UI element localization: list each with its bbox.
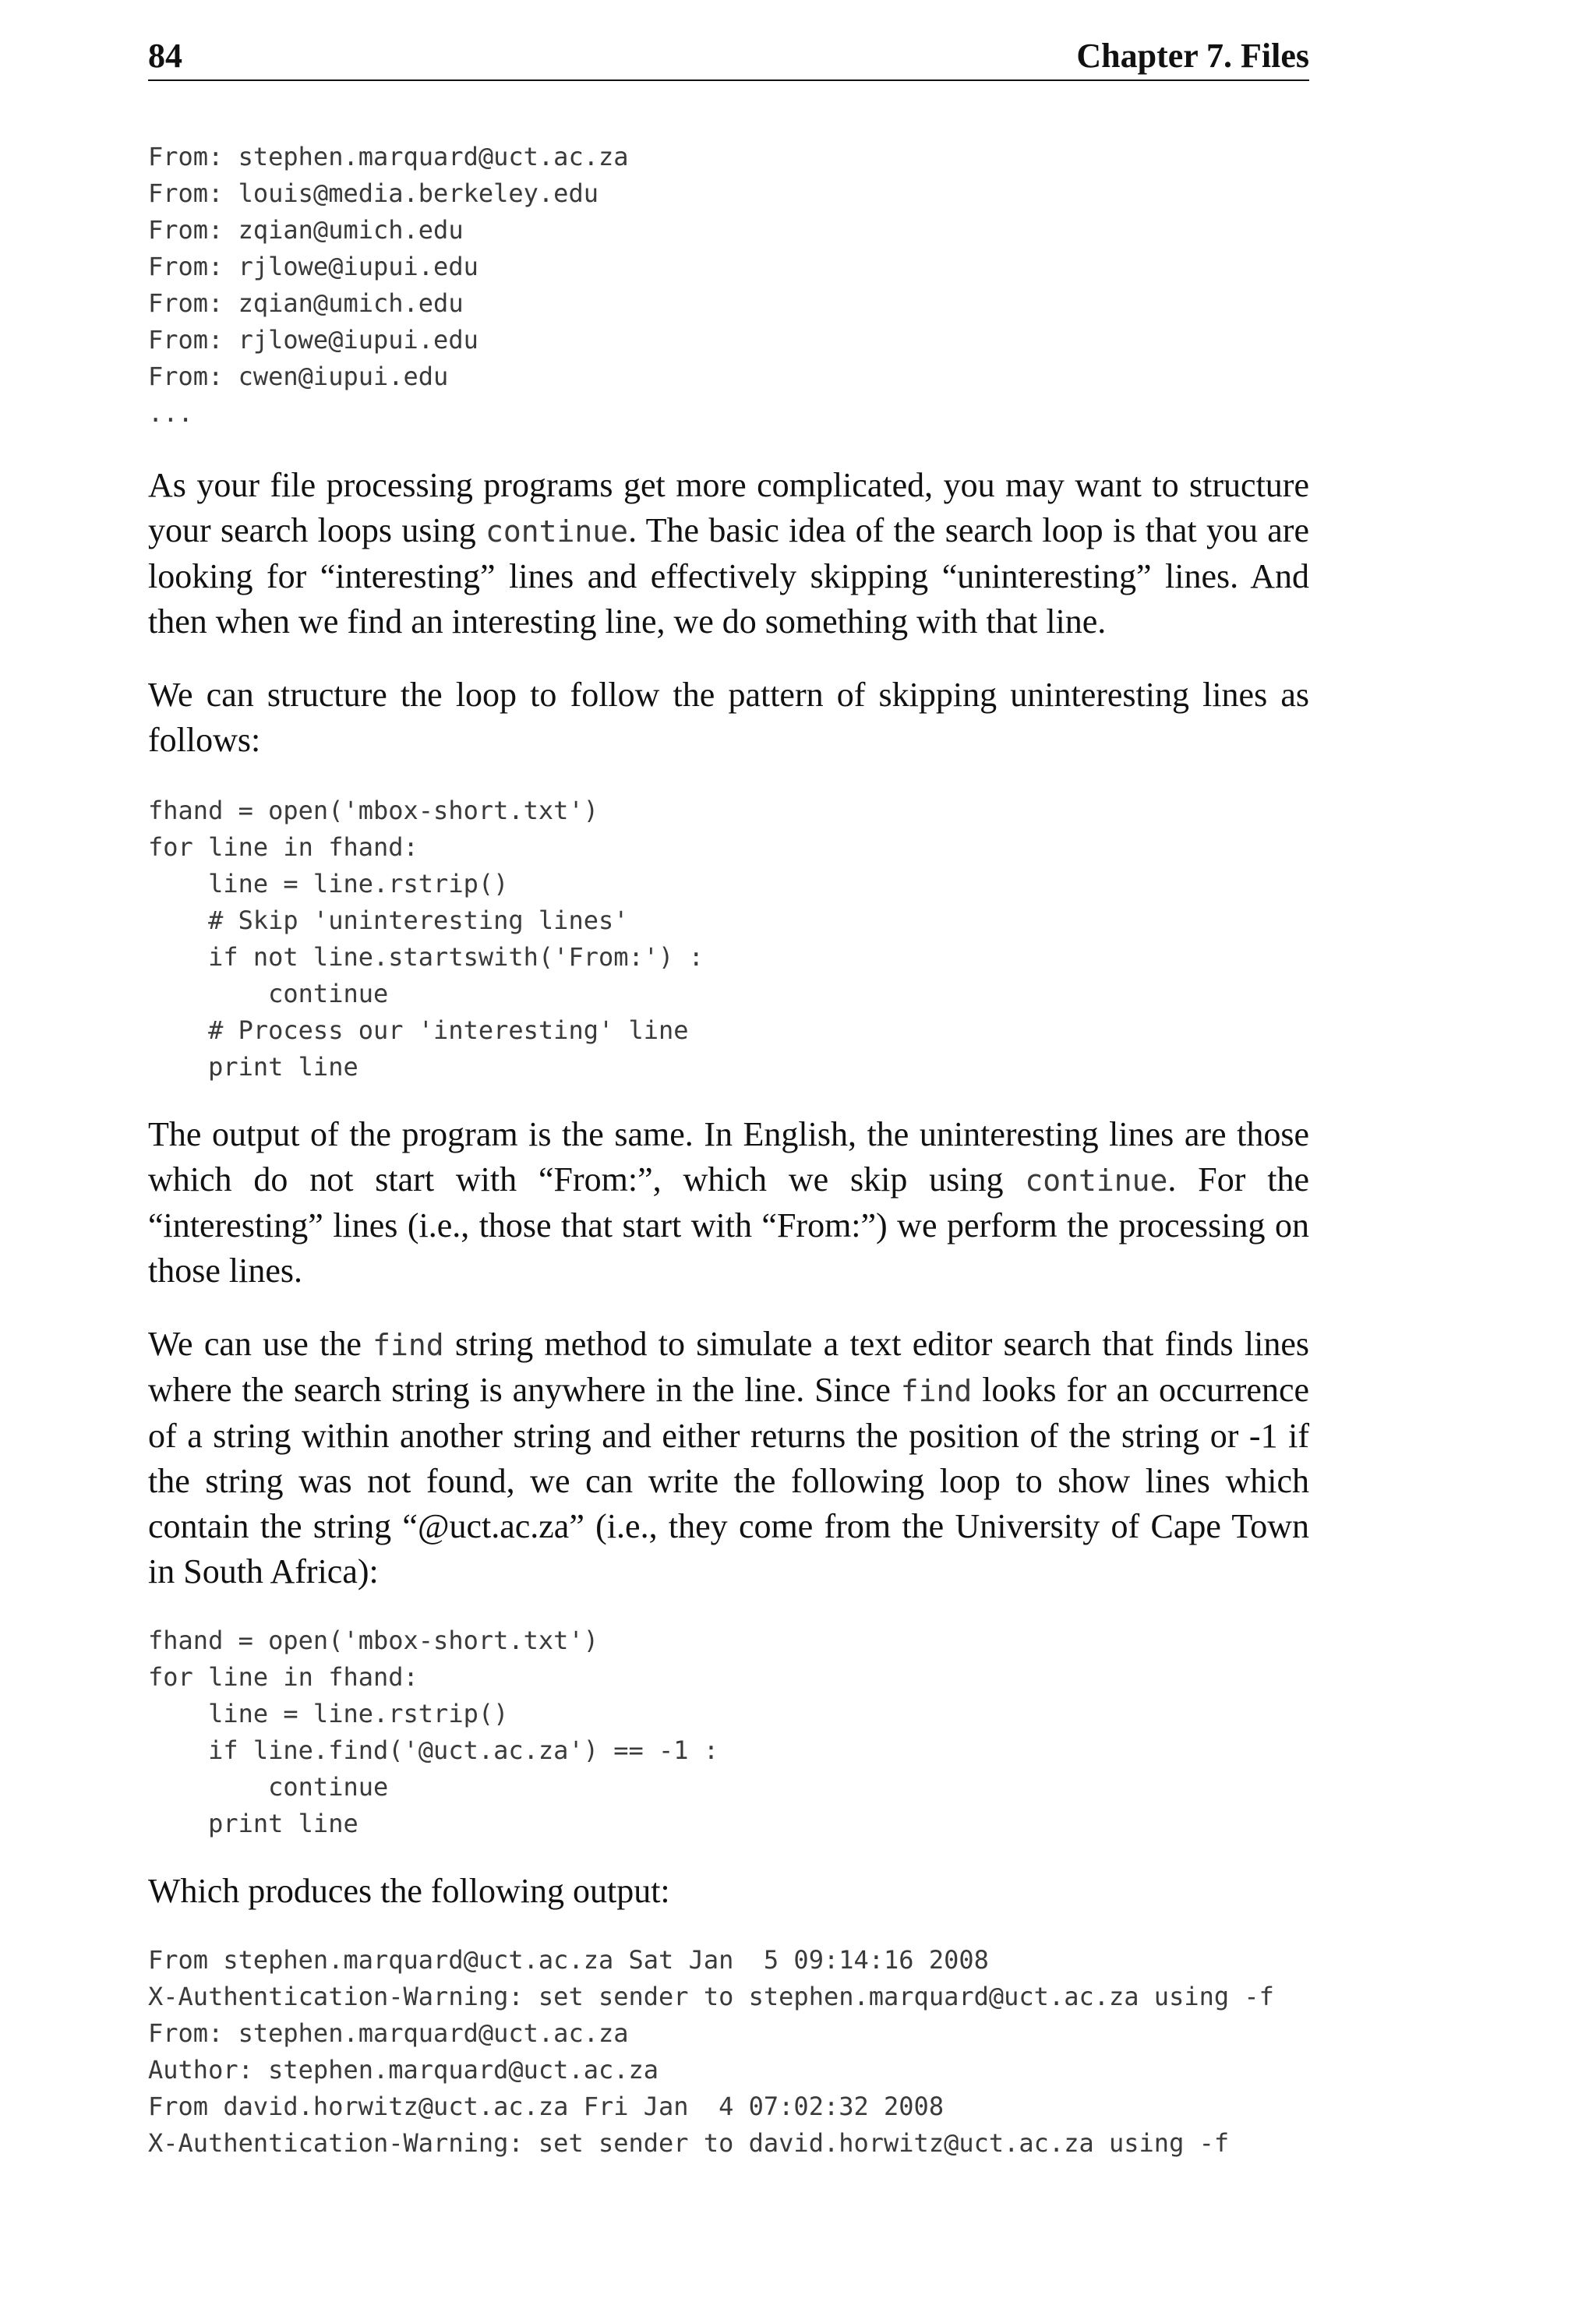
paragraph-structure-loop [148, 673, 1309, 763]
paragraph-text: . The basic idea of the search loop is that you are looking for “interesting” lines and effectively skipping “uninteresting” lines. And then when we find an interesting line, we do something with that line. [148, 511, 1309, 641]
paragraph-text: As your file processing programs get more complicated, you may want to structure your search loops using [148, 466, 1309, 549]
code-line: From david.horwitz@uct.ac.za Fri Jan 4 07:02:32 2008 [148, 2092, 945, 2121]
paragraph-text: We can use the [148, 1325, 373, 1363]
code-line: From: zqian@umich.edu [148, 288, 464, 318]
code-line: if line.find('@uct.ac.za') == -1 : [148, 1735, 719, 1765]
page-number: 84 [148, 37, 182, 75]
inline-code: find [900, 1374, 973, 1408]
code-line: # Process our 'interesting' line [148, 1015, 689, 1045]
code-line: X-Authentication-Warning: set sender to david.horwitz@uct.ac.za using -f [148, 2128, 1230, 2158]
code-line: continue [148, 979, 389, 1008]
code-line: From: louis@media.berkeley.edu [148, 178, 598, 208]
code-line: for line in fhand: [148, 1662, 418, 1692]
paragraph-text: looks for an occurrence of a string within another string and either returns the position of the string or -1 if the string was not found, we can write the following loop to show lines which contain the string “@uct.ac.za” (i.e., they come from the University of Cape Town in South Africa): [148, 1371, 1309, 1591]
code-line: # Skip 'uninteresting lines' [148, 906, 629, 935]
code-line: From: cwen@iupui.edu [148, 362, 449, 391]
code-line: if not line.startswith('From:') : [148, 942, 704, 972]
paragraph-text: . For the “interesting” lines (i.e., those that start with “From:”) we perform the processing on those lines. [148, 1160, 1309, 1290]
paragraph-text: The output of the program is the same. In English, the uninteresting lines are those which do not start with “From:”, which we skip using [148, 1115, 1309, 1199]
code-line: From: rjlowe@iupui.edu [148, 252, 478, 281]
code-line: From: rjlowe@iupui.edu [148, 325, 478, 355]
code-line: Author: stephen.marquard@uct.ac.za [148, 2055, 659, 2085]
code-block-from-list [148, 139, 1309, 432]
code-line: From: stephen.marquard@uct.ac.za [148, 2018, 629, 2048]
code-line: print line [148, 1052, 358, 1082]
paragraph-text: string method to simulate a text editor search that finds lines where the search string is anywhere in the line. Since [148, 1325, 1309, 1409]
code-line: From: stephen.marquard@uct.ac.za [148, 142, 629, 171]
code-block-output [148, 1942, 1309, 2162]
code-block-skip-uninteresting [148, 793, 1309, 1086]
paragraph-text: Which produces the following output: [148, 1872, 670, 1910]
book-page [148, 39, 1309, 2162]
code-line: fhand = open('mbox-short.txt') [148, 796, 598, 825]
code-line: print line [148, 1809, 358, 1838]
code-line: ... [148, 398, 193, 428]
paragraph-output-same [148, 1112, 1309, 1294]
code-line: fhand = open('mbox-short.txt') [148, 1626, 598, 1655]
paragraph-text: We can structure the loop to follow the pattern of skipping uninteresting lines as follows: [148, 676, 1309, 759]
inline-code: continue [486, 514, 629, 549]
paragraph-find-method [148, 1322, 1309, 1594]
paragraph-produces-output [148, 1869, 1309, 1914]
code-line: for line in fhand: [148, 832, 418, 862]
code-line: line = line.rstrip() [148, 869, 509, 899]
code-line: From stephen.marquard@uct.ac.za Sat Jan 5 09:14:16 2008 [148, 1945, 989, 1975]
inline-code: continue [1025, 1163, 1168, 1198]
code-line: continue [148, 1772, 389, 1802]
chapter-title: Chapter 7. Files [1076, 37, 1309, 75]
code-line: line = line.rstrip() [148, 1699, 509, 1728]
inline-code: find [373, 1328, 444, 1362]
running-head [148, 39, 1309, 81]
code-block-find-uct [148, 1622, 1309, 1842]
paragraph-search-loops [148, 463, 1309, 644]
code-line: X-Authentication-Warning: set sender to stephen.marquard@uct.ac.za using -f [148, 1982, 1274, 2011]
code-line: From: zqian@umich.edu [148, 215, 464, 245]
